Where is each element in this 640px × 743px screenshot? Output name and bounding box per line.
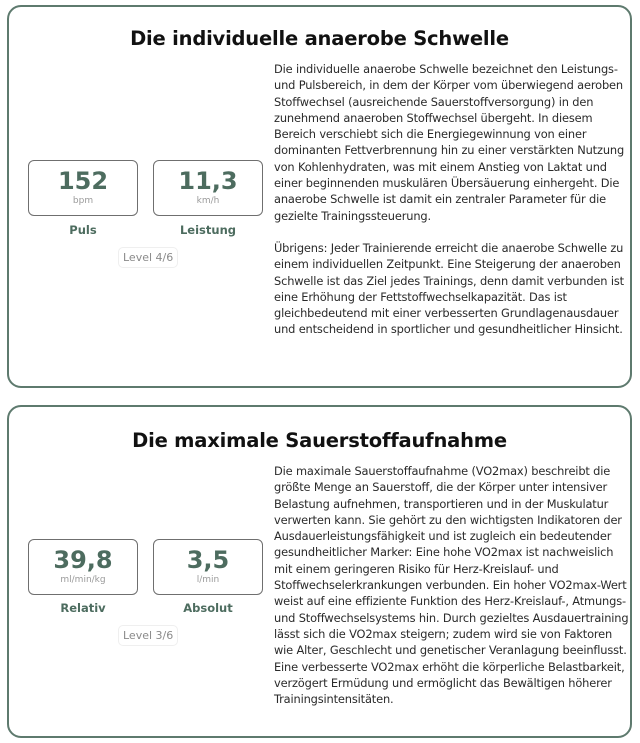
metric-unit: km/h [196,196,220,206]
metric-value: 39,8 [53,546,113,574]
metric-label-performance: Leistung [179,223,237,237]
description-paragraph: Die maximale Sauerstoffaufnahme (VO2max) beschreibt die größte Menge an Sauerstoff, die der Körper unter intensiver Belastung aufnehmen, transportieren und in der Muskulatur verwerten kann. Sie gehört zu den wichtigsten Indikatoren der Ausdauerleistungsfähigkeit und ist zugleich ein bedeutender gesundheitlicher Marker: Eine hohe VO2max ist nachweislich mit einem geringeren Risiko für Herz-Kreislauf- und Stoffwechselerkrankungen verbunden. Ein hoher VO2max-Wert weist auf eine effiziente Funktion des Herz-Kreislauf-, Atmungs- und Stoffwechselsystems hin. Durch gezieltes Ausdauertraining lässt sich die VO2max steigern; zudem wird sie von Faktoren wie Alter, Geschlecht und genetischer Veranlagung beeinflusst. Eine verbesserte VO2max erhöht die körperliche Belastbarkeit, verzögert Ermüdung und ermöglicht das Bewältigen höherer Trainingsintensitäten. [274,464,629,707]
description [274,61,634,338]
metric-value: 3,5 [186,546,230,574]
level-badge: Level 4/6 [118,247,178,268]
metric-unit: ml/min/kg [60,575,106,585]
metric-value: 152 [57,167,109,195]
description-paragraph: Übrigens: Jeder Trainierende erreicht die anaerobe Schwelle zu einem individuellen Zeitpunkt. Eine Steigerung der anaeroben Schwelle ist das Ziel jedes Trainings, denn damit verbunden ist eine Erhöhung der Fettstoffwechselkapazität. Das ist gleichbedeutend mit einer verbesserten Grundlagenausdauer und entscheidend in sportlicher und gesundheitlicher Hinsicht. [274,240,624,337]
metric-value: 11,3 [178,167,238,195]
vo2max-card [7,405,632,738]
metric-absolute [153,539,263,595]
level-badge: Level 3/6 [118,625,178,646]
card-title: Die individuelle anaerobe Schwelle [130,27,509,50]
metric-pulse [28,160,138,216]
metric-label-relative: Relativ [60,601,106,615]
metric-label-pulse: Puls [69,223,97,237]
anaerobic-threshold-card [7,5,632,388]
metric-unit: l/min [196,575,220,585]
metric-performance [153,160,263,216]
card-title: Die maximale Sauerstoffaufnahme [132,429,507,452]
metric-unit: bpm [72,196,94,206]
metric-label-absolute: Absolut [183,601,233,615]
description-paragraph: Die individuelle anaerobe Schwelle bezeichnet den Leistungs- und Pulsbereich, in dem der Körper vom überwiegend aeroben Stoffwechsel (ausreichende Sauerstoffversorgung) in den zunehmend anaeroben Stoffwechsel übergeht. In diesem Bereich verschiebt sich die Energiegewinnung von einer dominanten Fettverbrennung hin zu einer verstärkten Nutzung von Kohlenhydraten, was mit einem Anstieg von Laktat und einer beginnenden muskulären Übersäuerung einhergeht. Die anaerobe Schwelle ist damit ein zentraler Parameter für die gezielte Trainingssteuerung. [274,62,625,223]
metric-relative [28,539,138,595]
description [274,463,634,707]
